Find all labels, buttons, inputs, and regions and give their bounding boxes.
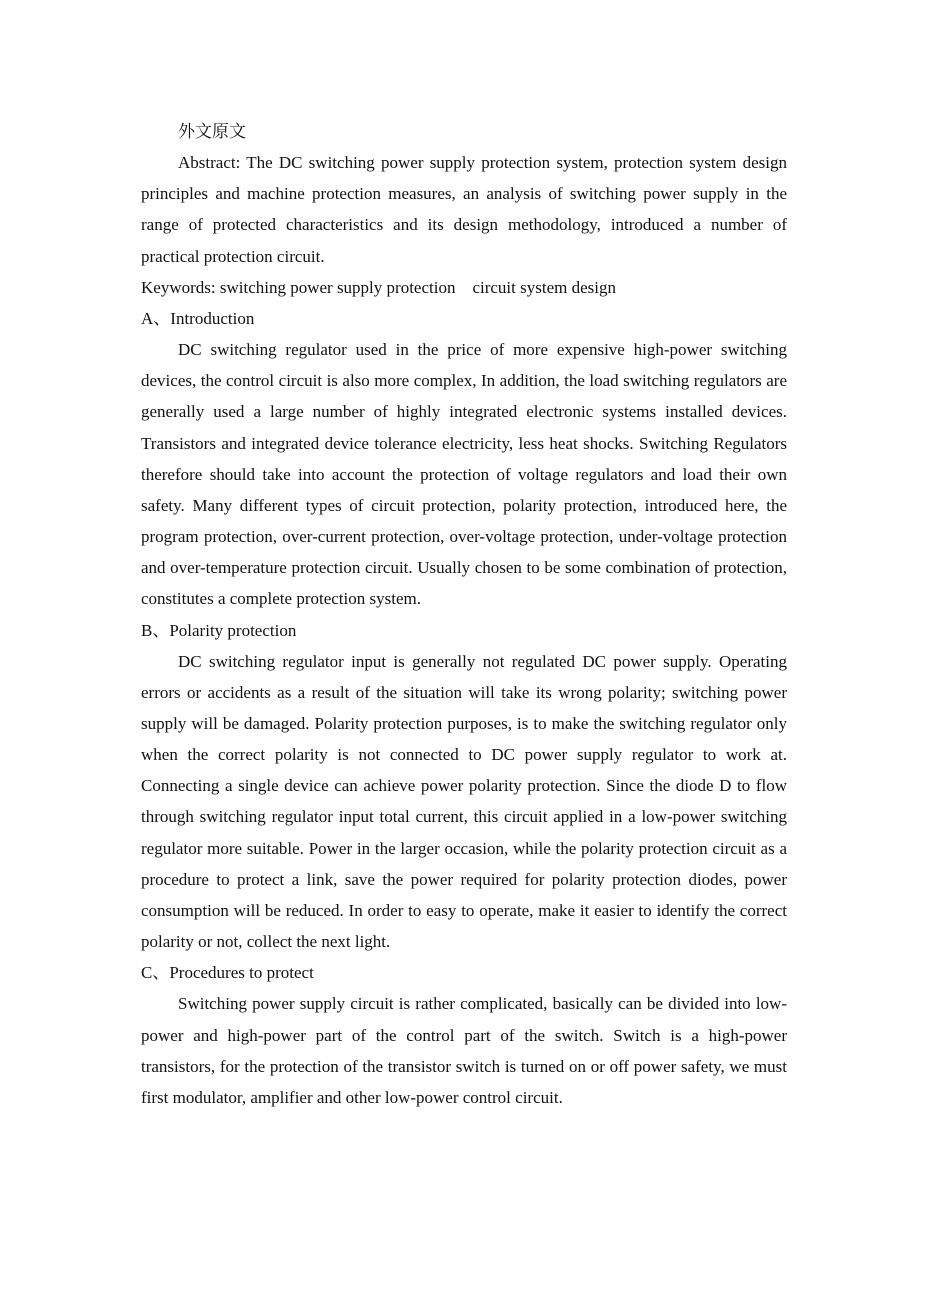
section-heading-introduction: A、Introduction — [141, 308, 255, 328]
keywords-line: Keywords: switching power supply protection circuit system design — [141, 277, 616, 297]
abstract-paragraph: Abstract: The DC switching power supply protection system, protection system design principles and machine protection measures, an analysis of switching power supply in the range of protected characteristics and its design methodology, introduced a number of practical protection circuit. — [141, 153, 787, 266]
section-heading-procedures-to-protect: C、Procedures to protect — [141, 963, 314, 983]
section-body-introduction: DC switching regulator used in the price of more expensive high-power switching devices, the control circuit is also more complex, In addition, the load switching regulators are generally used a large number of highly integrated electronic systems installed devices. Transistors and integrated device tolerance electricity, less heat shocks. Switching Regulators therefore should take into account the protection of voltage regulators and load their own safety. Many different types of circuit protection, polarity protection, introduced here, the program protection, over-current protection, over-voltage protection, under-voltage protection and over-temperature protection circuit. Usually chosen to be some combination of protection, constitutes a complete protection system. — [141, 340, 787, 609]
document-title: 外文原文 — [178, 122, 246, 141]
section-body-procedures-to-protect: Switching power supply circuit is rather complicated, basically can be divided into low-power and high-power part of the control part of the switch. Switch is a high-power transistors, for the protection of the transistor switch is turned on or off power safety, we must first modulator, amplifier and other low-power control circuit. — [141, 994, 787, 1107]
section-body-polarity-protection: DC switching regulator input is generally not regulated DC power supply. Operating errors or accidents as a result of the situation will take its wrong polarity; switching power supply will be damaged. Polarity protection purposes, is to make the switching regulator only when the correct polarity is not connected to DC power supply regulator to work at. Connecting a single device can achieve power polarity protection. Since the diode D to flow through switching regulator input total current, this circuit applied in a low-power switching regulator more suitable. Power in the larger occasion, while the polarity protection circuit as a procedure to protect a link, save the power required for polarity protection diodes, power consumption will be reduced. In order to easy to operate, make it easier to identify the correct polarity or not, collect the next light. — [141, 651, 787, 952]
section-heading-polarity-protection: B、Polarity protection — [141, 620, 297, 640]
document-page — [141, 116, 787, 1113]
